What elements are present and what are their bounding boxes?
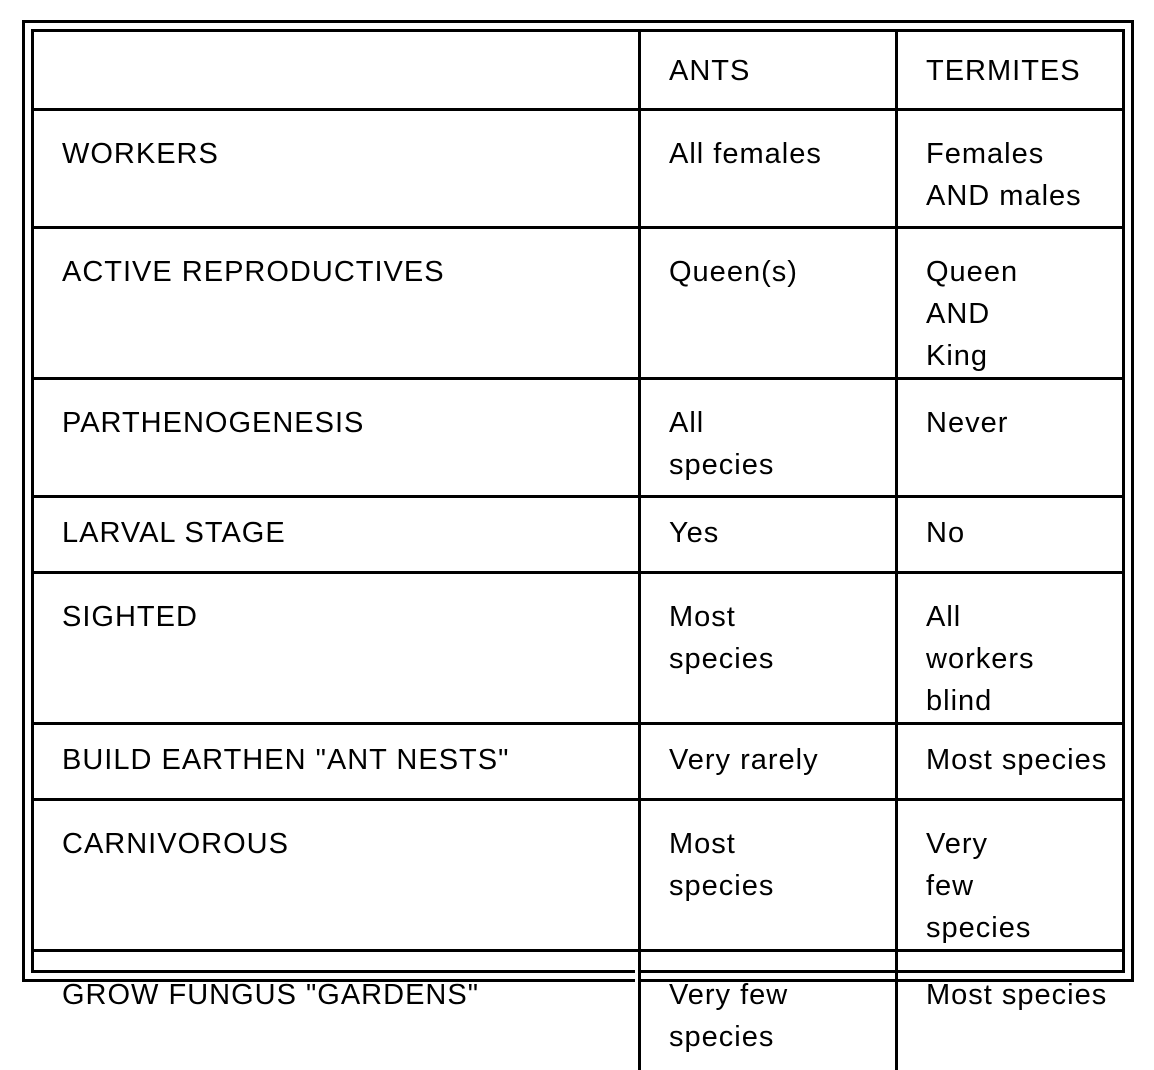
feature-cell: BUILD EARTHEN "ANT NESTS" [34, 723, 640, 799]
table-row [34, 723, 1122, 799]
termites-cell: No [897, 496, 1123, 572]
ants-cell: Very few species [640, 950, 897, 1070]
table-inner-border [31, 29, 1125, 1053]
feature-cell: SIGHTED [34, 572, 640, 723]
table-row [34, 799, 1122, 950]
header-row [34, 32, 1122, 109]
header-feature-cell [34, 32, 640, 109]
ants-cell: All species [640, 378, 897, 496]
termites-cell: Most species [897, 950, 1123, 1070]
table-row [34, 109, 1122, 227]
table-row [34, 378, 1122, 496]
header-ants-cell: ANTS [640, 32, 897, 109]
table-row [34, 496, 1122, 572]
ants-vs-termites-table [34, 32, 1122, 1070]
feature-cell: PARTHENOGENESIS [34, 378, 640, 496]
table-row [34, 950, 1122, 1070]
ants-cell: Very rarely [640, 723, 897, 799]
feature-cell: GROW FUNGUS "GARDENS" [34, 950, 640, 1070]
termites-cell: All workers blind [897, 572, 1123, 723]
ants-cell: All females [640, 109, 897, 227]
feature-cell: LARVAL STAGE [34, 496, 640, 572]
feature-cell: WORKERS [34, 109, 640, 227]
ants-cell: Most species [640, 799, 897, 950]
feature-cell: ACTIVE REPRODUCTIVES [34, 227, 640, 378]
termites-cell: Very few species [897, 799, 1123, 950]
feature-cell: CARNIVOROUS [34, 799, 640, 950]
ants-cell: Most species [640, 572, 897, 723]
table-row [34, 572, 1122, 723]
termites-cell: Females AND males [897, 109, 1123, 227]
termites-cell: Most species [897, 723, 1123, 799]
table-outer-border [22, 20, 1134, 1053]
table-row [34, 227, 1122, 378]
header-termites-cell: TERMITES [897, 32, 1123, 109]
termites-cell: Queen AND King [897, 227, 1123, 378]
termites-cell: Never [897, 378, 1123, 496]
ants-cell: Queen(s) [640, 227, 897, 378]
ants-cell: Yes [640, 496, 897, 572]
